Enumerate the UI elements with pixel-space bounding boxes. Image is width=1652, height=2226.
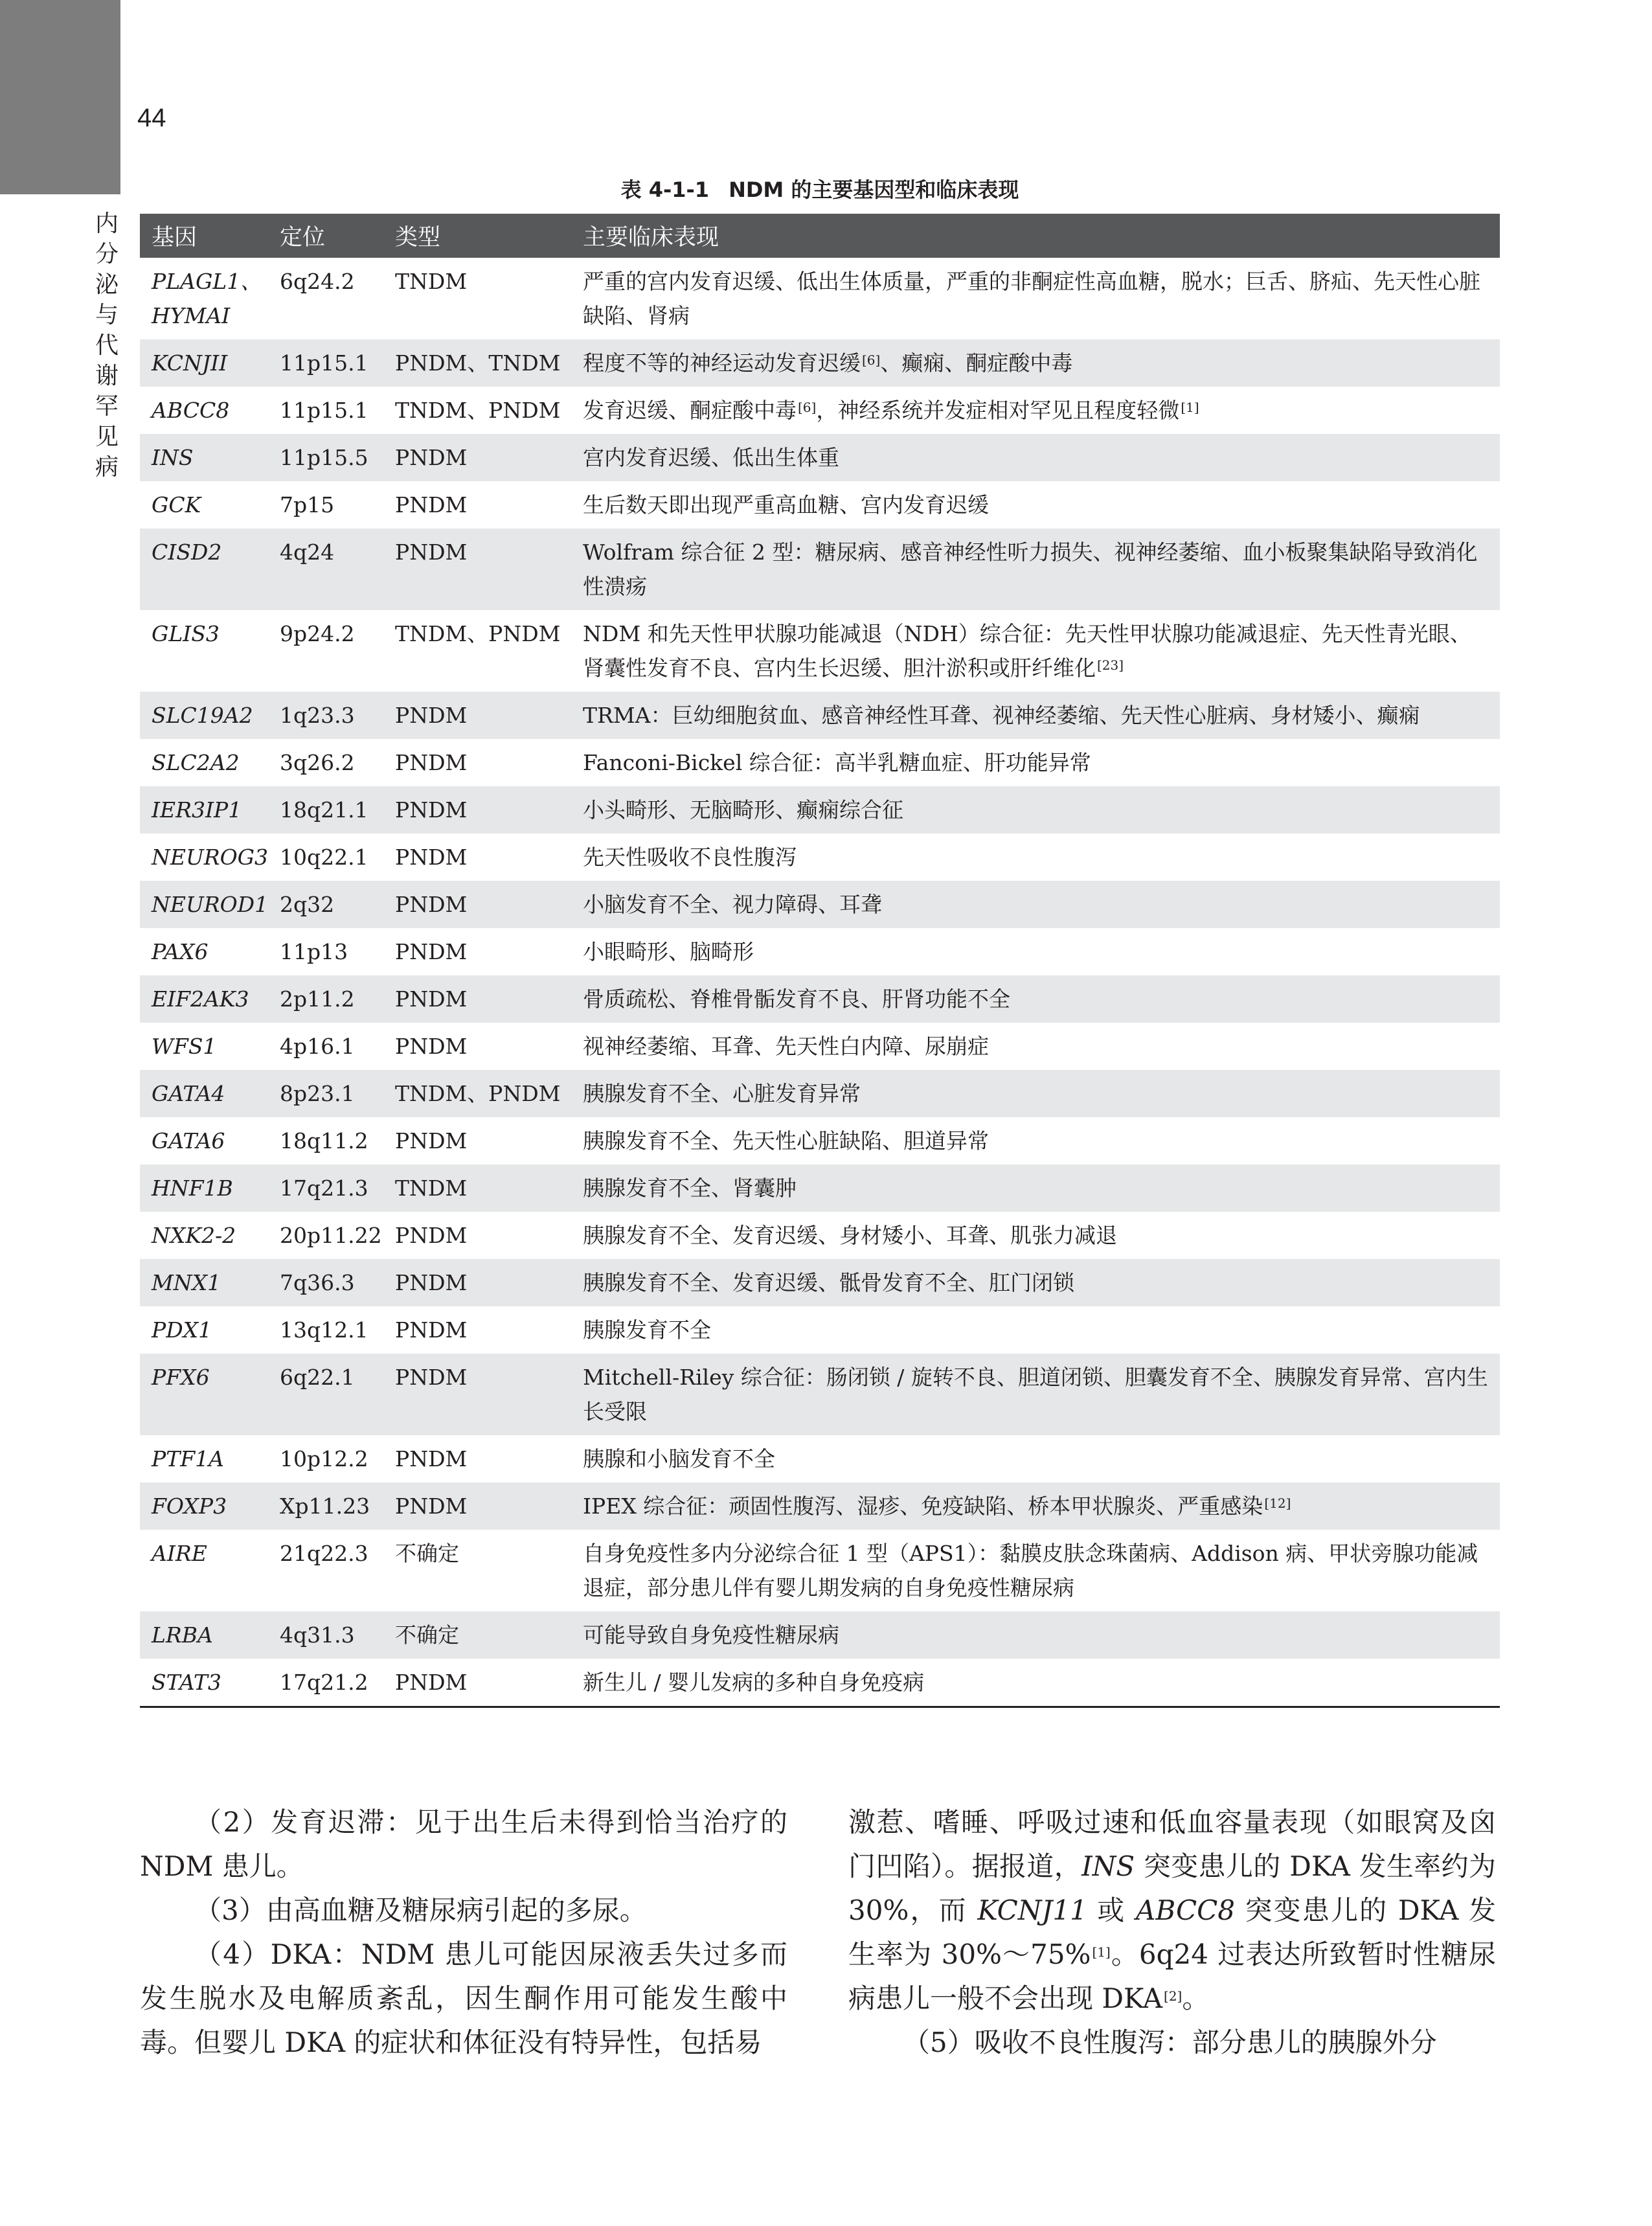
cell-gene: SLC19A2 — [152, 703, 253, 728]
cell-gene: HNF1B — [152, 1175, 233, 1201]
cell-clinical — [571, 1070, 1500, 1117]
table-row — [140, 258, 1500, 339]
clinical-text: 胰腺发育不全、肾囊肿 — [583, 1175, 797, 1201]
cell-type: 不确定 — [395, 1541, 459, 1566]
paragraph-polyuria: （3）由高血糖及糖尿病引起的多尿。 — [194, 1894, 647, 1926]
cell-location: 6q24.2 — [280, 269, 355, 294]
gene-table — [140, 214, 1500, 1708]
gene-italic: KCNJ11 — [977, 1894, 1087, 1926]
table-row — [140, 786, 1500, 834]
table-header-row — [140, 214, 1500, 258]
citation: [23] — [1097, 657, 1124, 673]
header-clinical: 主要临床表现 — [583, 225, 719, 251]
header-type: 类型 — [395, 225, 441, 251]
cell-type: PNDM — [395, 539, 468, 565]
cell-type: TNDM — [395, 1175, 468, 1201]
text-run: 。 — [1182, 1982, 1210, 2014]
cell-location: 11p15.5 — [280, 445, 368, 470]
cell-clinical — [571, 1530, 1500, 1611]
table-row — [140, 1164, 1500, 1212]
text-run: 突变患儿的 DKA 发生率为 30%～75% — [848, 1894, 1497, 1970]
clinical-text: 、癫痫、酮症酸中毒 — [880, 350, 1073, 376]
cell-location: 21q22.3 — [280, 1541, 368, 1566]
cell-clinical — [571, 481, 1500, 528]
cell-gene: FOXP3 — [152, 1493, 227, 1519]
table-row — [140, 739, 1500, 786]
clinical-text: 小头畸形、无脑畸形、癫痫综合征 — [583, 797, 903, 823]
table-row — [140, 928, 1500, 975]
cell-gene: GATA4 — [152, 1081, 225, 1106]
clinical-text: 小眼畸形、脑畸形 — [583, 939, 754, 964]
table-row — [140, 1435, 1500, 1482]
citation: [12] — [1264, 1495, 1291, 1511]
cell-gene: PDX1 — [152, 1317, 212, 1343]
cell-gene: NEUROD1 — [152, 892, 269, 917]
gene-table-container — [140, 214, 1500, 1708]
clinical-text: 可能导致自身免疫性糖尿病 — [583, 1622, 839, 1648]
table-row — [140, 339, 1500, 387]
cell-location: 20p11.22 — [280, 1223, 382, 1248]
cell-gene: LRBA — [152, 1622, 213, 1648]
clinical-text: 小脑发育不全、视力障碍、耳聋 — [583, 892, 882, 917]
cell-location: 4p16.1 — [280, 1034, 355, 1059]
cell-location: 2p11.2 — [280, 986, 355, 1012]
table-row — [140, 1530, 1500, 1611]
cell-location: 2q32 — [280, 892, 335, 917]
text-run: 。6q24 过表达所致暂时性糖尿病患儿一般不会出现 DKA — [848, 1938, 1496, 2014]
cell-gene: GATA6 — [152, 1128, 225, 1153]
table-row — [140, 975, 1500, 1023]
table-row — [140, 1611, 1500, 1659]
paragraph-dka: （4）DKA：NDM 患儿可能因尿液丢失过多而发生脱水及电解质紊乱，因生酮作用可能发生酸中毒。但婴儿 DKA 的症状和体征没有特异性，包括易 — [140, 1938, 787, 2058]
clinical-text: ，神经系统并发症相对罕见且程度轻微 — [816, 398, 1180, 423]
clinical-text: 胰腺发育不全、发育迟缓、骶骨发育不全、肛门闭锁 — [583, 1270, 1074, 1295]
cell-clinical — [571, 258, 1500, 339]
cell-type: PNDM — [395, 703, 468, 728]
table-row — [140, 481, 1500, 528]
cell-gene: ABCC8 — [152, 398, 230, 423]
cell-gene: PFX6 — [152, 1365, 210, 1390]
table-row — [140, 1212, 1500, 1259]
clinical-text: 新生儿 / 婴儿发病的多种自身免疫病 — [583, 1670, 925, 1695]
cell-type: PNDM、TNDM — [395, 350, 561, 376]
table-row — [140, 1306, 1500, 1354]
cell-type: TNDM、PNDM — [395, 621, 561, 646]
cell-type: PNDM — [395, 1493, 468, 1519]
cell-clinical — [571, 387, 1500, 434]
cell-type: PNDM — [395, 986, 468, 1012]
table-row — [140, 1023, 1500, 1070]
cell-location: 11p15.1 — [280, 350, 368, 376]
table-row — [140, 834, 1500, 881]
cell-location: 17q21.3 — [280, 1175, 368, 1201]
table-row — [140, 434, 1500, 481]
clinical-text: 胰腺和小脑发育不全 — [583, 1446, 775, 1471]
cell-location: 7p15 — [280, 492, 335, 517]
cell-type: PNDM — [395, 1317, 468, 1343]
table-caption-text: NDM 的主要基因型和临床表现 — [729, 177, 1019, 202]
table-row — [140, 692, 1500, 739]
table-row — [140, 1659, 1500, 1707]
cell-type: 不确定 — [395, 1622, 459, 1648]
table-row — [140, 1117, 1500, 1164]
cell-location: 8p23.1 — [280, 1081, 355, 1106]
cell-gene: PTF1A — [152, 1446, 224, 1471]
table-row — [140, 881, 1500, 928]
cell-location: 17q21.2 — [268, 1659, 383, 1707]
cell-clinical — [571, 339, 1500, 387]
cell-location: 9p24.2 — [280, 621, 355, 646]
citation: [1] — [1092, 1944, 1111, 1960]
clinical-text: 视神经萎缩、耳聋、先天性白内障、尿崩症 — [583, 1034, 989, 1059]
cell-clinical — [571, 610, 1500, 692]
cell-clinical — [571, 1482, 1500, 1530]
cell-clinical — [571, 528, 1500, 610]
cell-clinical — [571, 692, 1500, 739]
gene-italic: ABCC8 — [1136, 1894, 1235, 1926]
cell-clinical — [571, 1435, 1500, 1482]
cell-location: 18q21.1 — [280, 797, 368, 823]
clinical-text: 自身免疫性多内分泌综合征 1 型（APS1）：黏膜皮肤念珠菌病、Addison 病、甲状旁腺功能减退症，部分患儿伴有婴儿期发病的自身免疫性糖尿病 — [583, 1541, 1478, 1600]
cell-type: PNDM — [383, 1659, 571, 1707]
cell-gene: CISD2 — [152, 539, 222, 565]
cell-clinical — [571, 1611, 1500, 1659]
cell-type: PNDM — [395, 845, 468, 870]
table-row — [140, 610, 1500, 692]
cell-gene: PLAGL1、HYMAI — [152, 269, 262, 328]
cell-clinical — [571, 739, 1500, 786]
clinical-text: 发育迟缓、酮症酸中毒 — [583, 398, 797, 423]
cell-clinical — [571, 1259, 1500, 1306]
cell-type: TNDM、PNDM — [395, 398, 561, 423]
cell-gene: NEUROG3 — [152, 845, 269, 870]
side-title: 内分泌与代谢罕见病 — [95, 210, 119, 481]
cell-location: 11p15.1 — [280, 398, 368, 423]
clinical-text: IPEX 综合征：顽固性腹泻、湿疹、免疫缺陷、桥本甲状腺炎、严重感染 — [583, 1493, 1263, 1519]
cell-type: PNDM — [395, 1270, 468, 1295]
clinical-text: 胰腺发育不全、心脏发育异常 — [583, 1081, 861, 1106]
cell-clinical — [571, 1306, 1500, 1354]
cell-clinical — [571, 881, 1500, 928]
cell-type: PNDM — [395, 892, 468, 917]
header-location: 定位 — [280, 225, 326, 251]
cell-clinical — [571, 434, 1500, 481]
clinical-text: 严重的宫内发育迟缓、低出生体质量，严重的非酮症性高血糖，脱水；巨舌、脐疝、先天性心脏缺陷、肾病 — [583, 269, 1480, 328]
cell-clinical — [571, 1164, 1500, 1212]
cell-location: 3q26.2 — [280, 750, 355, 775]
cell-location: 1q23.3 — [280, 703, 355, 728]
cell-location: 10q22.1 — [280, 845, 368, 870]
cell-location: 11p13 — [280, 939, 348, 964]
cell-location: 4q31.3 — [280, 1622, 355, 1648]
clinical-text: 胰腺发育不全、先天性心脏缺陷、胆道异常 — [583, 1128, 989, 1153]
clinical-text: 胰腺发育不全 — [583, 1317, 711, 1343]
text-run: 或 — [1087, 1894, 1136, 1926]
cell-type: PNDM — [395, 750, 468, 775]
cell-type: PNDM — [395, 1128, 468, 1153]
citation: [6] — [798, 400, 817, 415]
clinical-text: 先天性吸收不良性腹泻 — [583, 845, 797, 870]
cell-clinical — [571, 1354, 1500, 1435]
body-column-right — [848, 1800, 1496, 2065]
cell-clinical — [571, 928, 1500, 975]
paragraph-delay: （2）发育迟滞：见于出生后未得到恰当治疗的 NDM 患儿。 — [140, 1806, 787, 1882]
paragraph-dka-cont — [848, 1800, 1496, 2021]
cell-clinical — [571, 834, 1500, 881]
text-run: 激惹、嗜睡、呼吸过速和低血容量表现（如眼窝及囟门凹陷）。据报道， — [848, 1806, 1496, 1882]
cell-gene: WFS1 — [152, 1034, 217, 1059]
clinical-text: 生后数天即出现严重高血糖、宫内发育迟缓 — [583, 492, 989, 517]
cell-gene: KCNJII — [152, 350, 228, 376]
cell-type: PNDM — [395, 445, 468, 470]
cell-gene: GLIS3 — [152, 621, 220, 646]
cell-gene: PAX6 — [152, 939, 209, 964]
cell-clinical — [571, 786, 1500, 834]
citation: [1] — [1181, 400, 1199, 415]
cell-gene: IER3IP1 — [152, 797, 242, 823]
cell-gene: STAT3 — [140, 1659, 268, 1707]
paragraph-diarrhea: （5）吸收不良性腹泻：部分患儿的胰腺外分 — [903, 2027, 1437, 2058]
citation: [2] — [1164, 1988, 1182, 2004]
table-caption-number: 表 4-1-1 — [620, 177, 710, 202]
table-caption — [140, 174, 1500, 203]
cell-gene: MNX1 — [152, 1270, 221, 1295]
cell-gene: NXK2-2 — [152, 1223, 236, 1248]
cell-location: 10p12.2 — [280, 1446, 368, 1471]
clinical-text: TRMA：巨幼细胞贫血、感音神经性耳聋、视神经萎缩、先天性心脏病、身材矮小、癫痫 — [583, 703, 1420, 728]
clinical-text: Fanconi-Bickel 综合征：高半乳糖血症、肝功能异常 — [583, 750, 1091, 775]
corner-tab — [0, 0, 120, 194]
cell-type: PNDM — [395, 492, 468, 517]
cell-clinical — [571, 1212, 1500, 1259]
cell-type: PNDM — [395, 939, 468, 964]
table-row — [140, 1259, 1500, 1306]
text-run: 突变患儿的 DKA 发生率约为 30%，而 — [848, 1850, 1496, 1926]
cell-location: 7q36.3 — [280, 1270, 355, 1295]
cell-clinical — [571, 975, 1500, 1023]
cell-gene: AIRE — [152, 1541, 207, 1566]
cell-clinical — [571, 1117, 1500, 1164]
cell-clinical — [571, 1659, 1500, 1707]
cell-type: PNDM — [395, 1034, 468, 1059]
table-row — [140, 528, 1500, 610]
cell-type: PNDM — [395, 797, 468, 823]
cell-gene: EIF2AK3 — [152, 986, 249, 1012]
cell-gene: GCK — [152, 492, 201, 517]
table-row — [140, 387, 1500, 434]
cell-location: 13q12.1 — [280, 1317, 368, 1343]
table-body — [140, 258, 1500, 1707]
table-row — [140, 1354, 1500, 1435]
table-row — [140, 1070, 1500, 1117]
cell-gene: SLC2A2 — [152, 750, 240, 775]
cell-location: 4q24 — [280, 539, 335, 565]
clinical-text: Wolfram 综合征 2 型：糖尿病、感音神经性听力损失、视神经萎缩、血小板聚集缺陷导致消化性溃疡 — [583, 539, 1478, 599]
body-column-left — [140, 1800, 787, 2065]
clinical-text: 骨质疏松、脊椎骨骺发育不良、肝肾功能不全 — [583, 986, 1010, 1012]
cell-type: PNDM — [395, 1365, 468, 1390]
cell-type: TNDM、PNDM — [395, 1081, 561, 1106]
gene-italic: INS — [1081, 1850, 1135, 1882]
cell-gene: INS — [152, 445, 194, 470]
table-row — [140, 1482, 1500, 1530]
header-gene: 基因 — [152, 225, 198, 251]
page-number: 44 — [137, 104, 166, 132]
cell-location: 18q11.2 — [280, 1128, 368, 1153]
cell-clinical — [571, 1023, 1500, 1070]
clinical-text: 胰腺发育不全、发育迟缓、身材矮小、耳聋、肌张力减退 — [583, 1223, 1117, 1248]
clinical-text: 程度不等的神经运动发育迟缓 — [583, 350, 861, 376]
cell-location: 6q22.1 — [280, 1365, 355, 1390]
cell-location: Xp11.23 — [280, 1493, 370, 1519]
cell-type: PNDM — [395, 1223, 468, 1248]
cell-type: PNDM — [395, 1446, 468, 1471]
clinical-text: Mitchell-Riley 综合征：肠闭锁 / 旋转不良、胆道闭锁、胆囊发育不全、胰腺发育异常、宫内生长受限 — [583, 1365, 1488, 1424]
clinical-text: 宫内发育迟缓、低出生体重 — [583, 445, 839, 470]
cell-type: TNDM — [395, 269, 468, 294]
clinical-text: NDM 和先天性甲状腺功能减退（NDH）综合征：先天性甲状腺功能减退症、先天性青光眼、肾囊性发育不良、宫内生长迟缓、胆汁淤积或肝纤维化 — [583, 621, 1471, 681]
citation: [6] — [862, 352, 881, 368]
